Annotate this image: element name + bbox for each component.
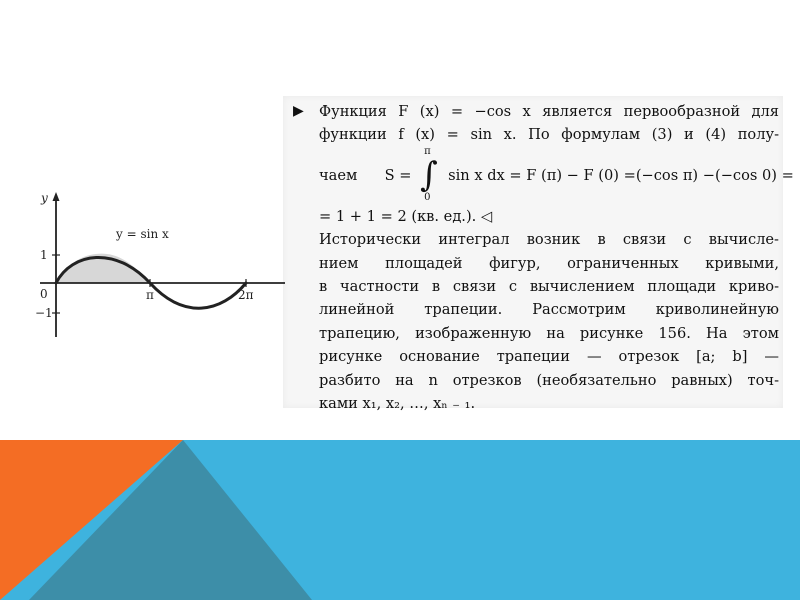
integral-formula	[319, 147, 794, 205]
integral-lower-limit: 0	[424, 191, 431, 203]
text-line-12	[293, 392, 779, 415]
text-line-3-prefix: чаем	[319, 166, 358, 184]
text-line-2-content: функции f (x) = sin x. По формулам (3) и (4) полу-	[319, 126, 779, 144]
text-line-3-rest: sin x dx = F (π) − F (0) =(−cos π) −(−cos 0) =	[448, 166, 794, 184]
text-line-7-content: в частности в связи с вычислением площади криво-	[319, 277, 779, 295]
function-label: y = sin x	[116, 227, 169, 241]
text-line-5-content: Исторически интеграл возник в связи с вычисле-	[319, 231, 779, 249]
text-line-6	[293, 252, 779, 275]
play-icon: ▶	[293, 103, 304, 119]
tick-minus-one-label: −1	[35, 306, 53, 320]
text-line-7	[293, 275, 779, 298]
integral-sign: ∫	[420, 154, 438, 195]
textbook-excerpt	[293, 100, 794, 415]
text-line-3-s: S =	[384, 166, 412, 184]
text-line-2	[293, 123, 779, 146]
sine-graph	[30, 182, 290, 342]
text-line-11	[293, 369, 779, 392]
integral-upper-limit: π	[424, 145, 431, 157]
tick-zero-label: 0	[40, 287, 48, 301]
axis-y-label: y	[41, 191, 48, 205]
text-line-4	[293, 205, 779, 228]
text-line-10-content: рисунке основание трапеции — отрезок [a; b] —	[319, 348, 779, 366]
text-line-8	[293, 298, 779, 321]
text-line-10	[293, 345, 779, 368]
text-line-3	[293, 145, 794, 205]
text-line-9-content: трапецию, изображенную на рисунке 156. На этом	[319, 324, 779, 342]
y-axis-arrow	[53, 192, 60, 201]
text-line-1-content: Функция F (x) = −cos x является первообразной для	[319, 103, 779, 120]
text-line-1	[293, 100, 779, 123]
tick-one-label: 1	[40, 248, 48, 262]
text-line-5	[293, 228, 779, 251]
text-line-9	[293, 322, 779, 345]
text-line-11-content: разбито на n отрезков (необязательно равных) точ-	[319, 371, 779, 389]
text-line-12-content: ками x₁, x₂, …, xₙ ₋ ₁.	[319, 394, 476, 412]
text-line-8-content: линейной трапеции. Рассмотрим криволинейную	[319, 301, 779, 319]
tick-pi-label: π	[146, 288, 154, 302]
integral-sign-group	[416, 145, 440, 203]
text-line-4-content: = 1 + 1 = 2 (кв. ед.). ◁	[319, 207, 493, 225]
tick-two-pi-label: 2π	[238, 288, 254, 302]
text-line-6-content: нием площадей фигур, ограниченных кривыми,	[319, 254, 779, 272]
